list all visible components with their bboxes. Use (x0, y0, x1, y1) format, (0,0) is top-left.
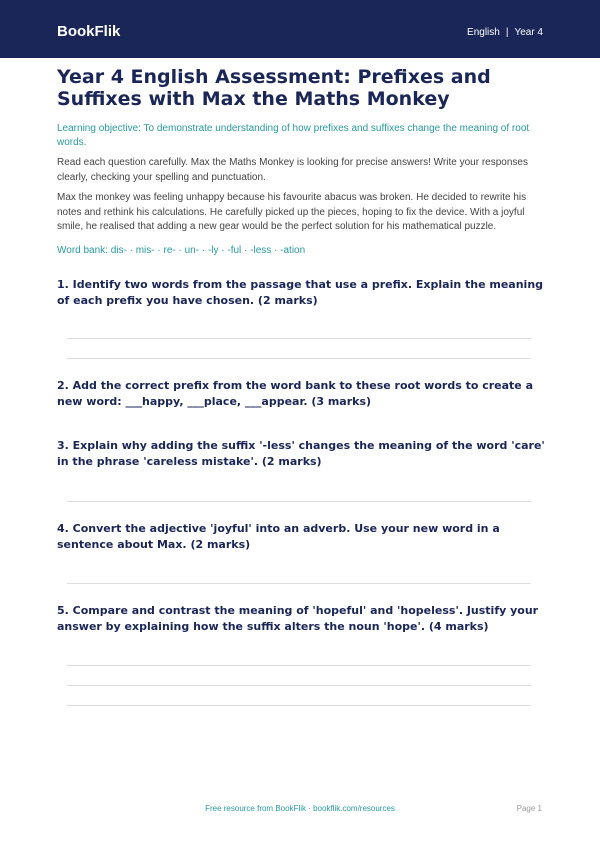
answer-line[interactable] (67, 705, 531, 706)
breadcrumb-separator: | (505, 27, 509, 38)
answer-line[interactable] (67, 358, 531, 359)
passage-text: Max the monkey was feeling unhappy because his favourite abacus was broken. He decided to rewrite his notes and rethink his calculations. He carefully picked up the pieces, hoping to fix the device. With a joyful smile, he realised that adding a new gear would be the perfect solution for his mathematical puzzle. (57, 192, 527, 232)
page-title: Year 4 English Assessment: Prefixes and Suffixes with Max the Maths Monkey (57, 66, 491, 110)
answer-line[interactable] (67, 665, 531, 666)
word-bank: Word bank: dis- · mis- · re- · un- · -ly · -ful · -less · -ation (57, 245, 306, 256)
answer-line[interactable] (67, 685, 531, 686)
learning-objective: Learning objective: To demonstrate understanding of how prefixes and suffixes change the meaning of root words. (57, 123, 530, 148)
footer-link[interactable]: Free resource from BookFlik · bookflik.com/resources (205, 804, 395, 813)
answer-line[interactable] (67, 583, 531, 584)
question-4: 4. Convert the adjective 'joyful' into an adverb. Use your new word in a sentence about Max. (2 marks) (57, 522, 500, 551)
year-label: Year 4 (514, 27, 543, 38)
question-2: 2. Add the correct prefix from the word bank to these root words to create a new word: ___happy, ___place, ___appear. (3 marks) (57, 379, 534, 408)
header-breadcrumb (467, 27, 543, 38)
page-number: Page 1 (516, 804, 542, 813)
header-bar (0, 0, 600, 58)
brand-logo[interactable]: BookFlik (57, 23, 121, 40)
answer-line[interactable] (67, 501, 531, 502)
question-1: 1. Identify two words from the passage that use a prefix. Explain the meaning of each prefix you have chosen. (2 marks) (57, 278, 544, 307)
instructions-text: Read each question carefully. Max the Maths Monkey is looking for precise answers! Write your responses clearly, checking your spelling and punctuation. (57, 157, 528, 183)
question-3: 3. Explain why adding the suffix '-less' changes the meaning of the word 'care' in the phrase 'careless mistake'. (2 marks) (57, 439, 545, 468)
question-5: 5. Compare and contrast the meaning of 'hopeful' and 'hopeless'. Justify your answer by explaining how the suffix alters the noun 'hope'. (4 marks) (57, 604, 539, 633)
subject-label: English (467, 27, 500, 38)
answer-line[interactable] (67, 338, 531, 339)
